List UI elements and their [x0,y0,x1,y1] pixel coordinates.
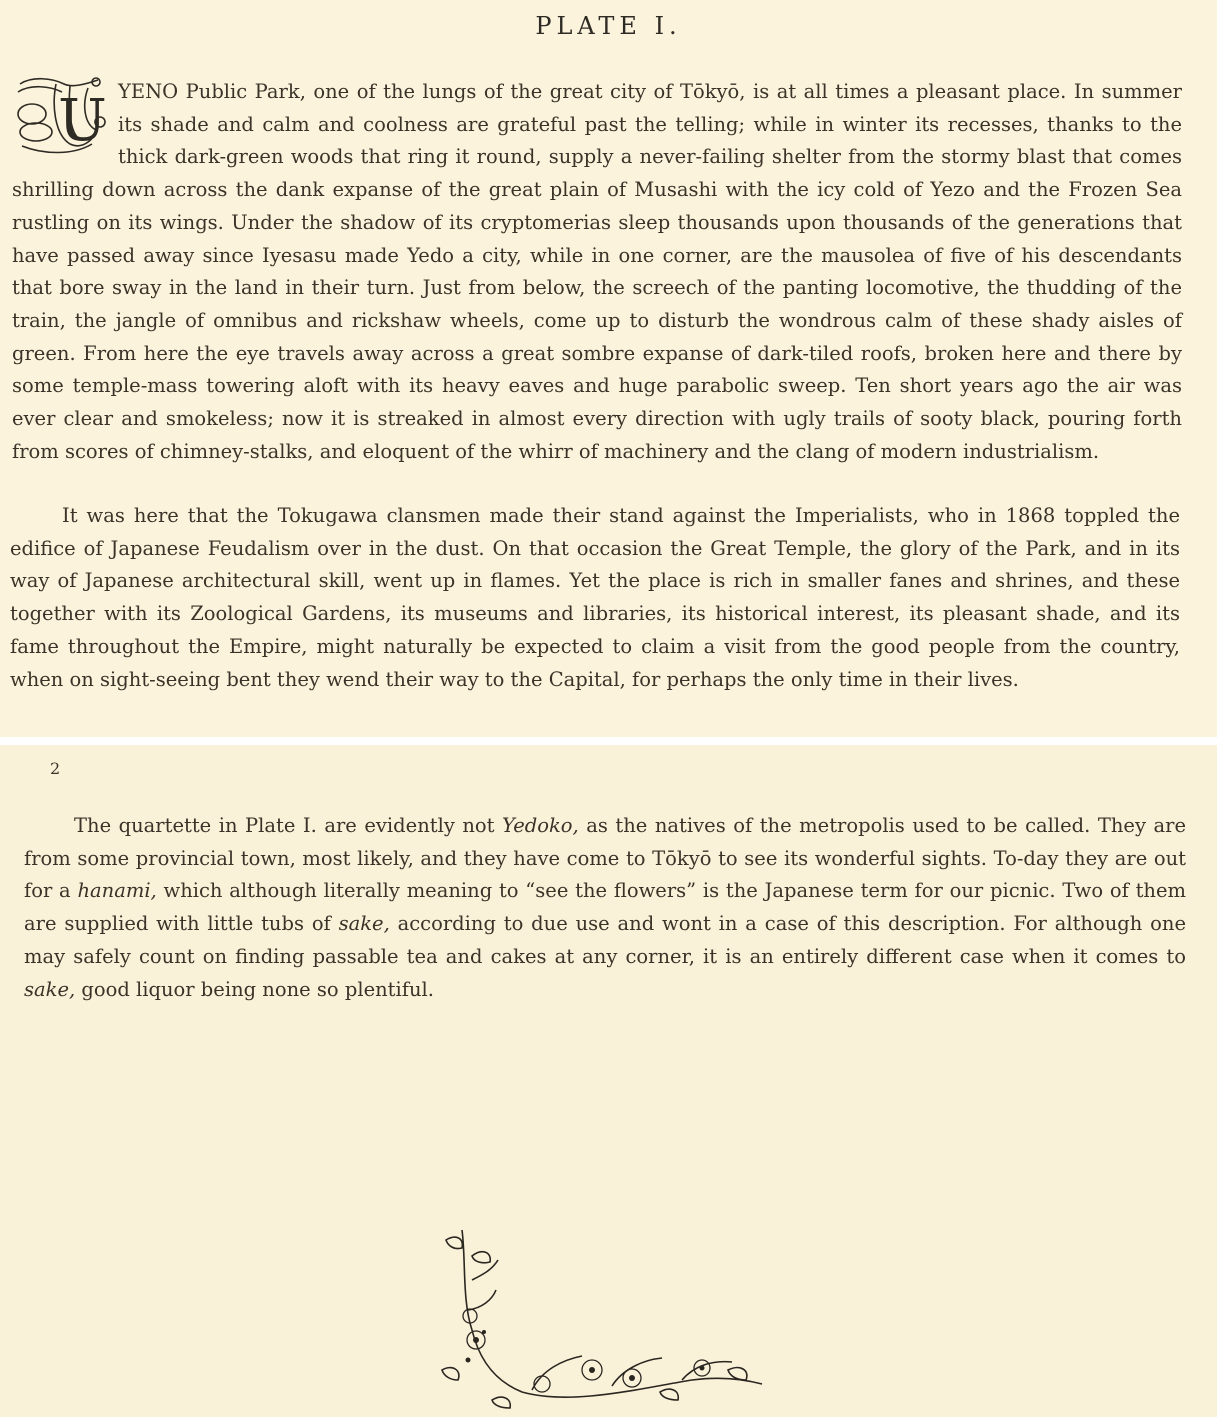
plate-title: PLATE I. [535,12,682,40]
page-number: 2 [50,759,61,778]
italic-sake-2: sake, [24,977,76,1001]
paragraph-intro [12,76,1182,468]
paragraph-quartette: The quartette in Plate I. are evidently not Yedoko, as the natives of the metropolis used to be called. They are from some provincial town, most likely, and they have come to Tōkyō to see its wonderful sights. To-day they are out for a hanami, which although literally meaning to “see the flowers” is the Japanese term for our picnic. Two of them are supplied with little tubs of sake, according to due use and wont in a case of this description. For although one may safely count on finding passable tea and cakes at any corner, it is an entirely different case when it comes to sake, good liquor being none so plentiful. [24,814,1186,1001]
paragraph-intro-text: YENO Public Park, one of the lungs of the great city of Tōkyō, is at all times a pleasant place. In summer its shade and calm and coolness are grateful past the telling; while in winter its recesses, thanks to the thick dark-green woods that ring it round, supply a never-failing shelter from the stormy blast that comes shrilling down across the dank expanse of the great plain of Musashi with the icy cold of Yezo and the Frozen Sea rustling on its wings. Under the shadow of its cryptomerias sleep thousands upon thousands of the generations that have passed away since Iyesasu made Yedo a city, while in one corner, are the mausolea of five of his descendants that bore sway in the land in their turn. Just from below, the screech of the panting locomotive, the thudding of the train, the jangle of omnibus and rickshaw wheels, come up to disturb the wondrous calm of these shady aisles of green. From here the eye travels away across a great sombre expanse of dark-tiled roofs, broken here and there by some temple-mass towering aloft with its heavy eaves and huge parabolic sweep. Ten short years ago the air was ever clear and smokeless; now it is streaked in almost every direction with ugly trails of sooty black, pouring forth from scores of chimney-stalks, and eloquent of the whirr of machinery and the clang of modern industrialism. [12,80,1182,463]
italic-hanami: hanami, [77,879,157,903]
italic-sake: sake, [338,912,390,936]
cherry-blossom-branch-ornament-icon [432,1220,772,1410]
paragraph-tokugawa: It was here that the Tokugawa clansmen made their stand against the Imperialists, who in 1868 toppled the edifice of Japanese Feudalism over in the dust. On that occasion the Great Temple, the glory of the Park, and in its way of Japanese architectural skill, went up in flames. Yet the place is rich in smaller fanes and shrines, and these together with its Zoological Gardens, its museums and libraries, its historical interest, its pleasant shade, and its fame throughout the Empire, might naturally be expected to claim a visit from the good people from the country, when on sight-seeing bent they wend their way to the Capital, for perhaps the only time in their lives. [10,504,1180,691]
italic-yedoko: Yedoko, [502,814,579,837]
page-two [0,745,1217,1417]
ornamental-dropcap-icon [12,74,108,158]
dropcap-letter: U [58,86,107,154]
